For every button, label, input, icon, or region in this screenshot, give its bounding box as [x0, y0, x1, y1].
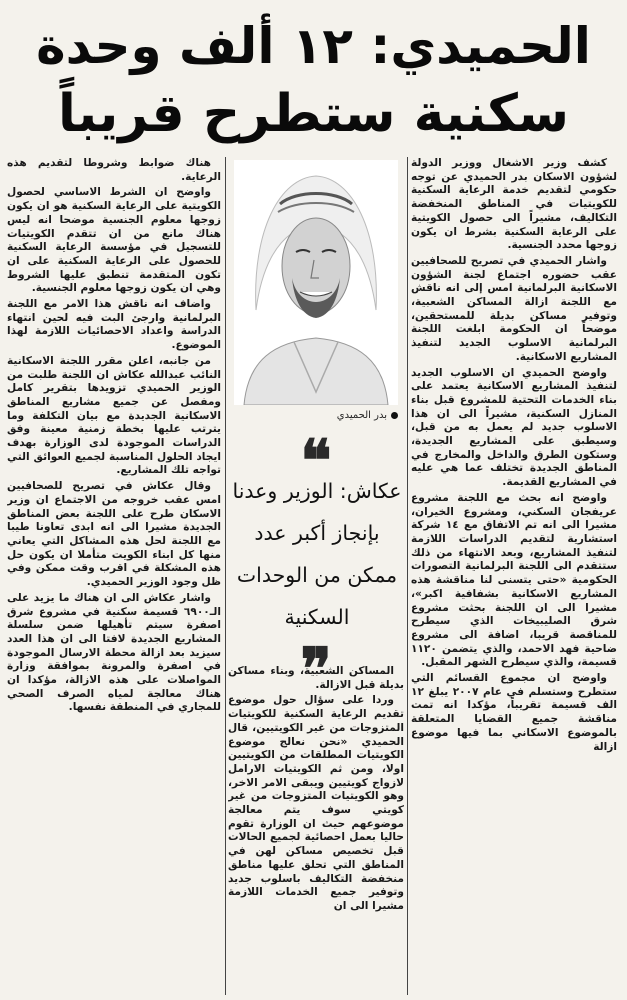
- headline-line-1: الحميدي: ١٢ ألف وحدة: [36, 17, 591, 75]
- headline-line-2: سكنية ستطرح قريباً: [57, 84, 570, 144]
- paragraph: واشار عكاش الى ان هناك ما يزيد على الـ٦٩٠٠ قسيمة سكنية في مشروع شرق اصفرة سيتم تأهيلها ضمن سلسلة المشاريع الجديدة لافتا الى ان هذا العدد سيزيد بعد ازالة محطة الارسال الموجودة في اصفرة والمرونة بموافقة وزارة المواصلات على هذه الازالة، مؤكدا ان هناك معالجة لمياه الصرف الصحي للمجاري في المنطقة نفسها.: [7, 591, 221, 714]
- paragraph: هناك ضوابط وشروطا لتقديم هذه الرعاية.: [7, 157, 221, 183]
- paragraph: واوضح الحميدي ان الاسلوب الجديد لتنفيذ المشاريع الاسكانية يعتمد على بناء الخدمات التحتية للمشروع قبل بناء المنازل السكنية، مشيراً الى ان هذا الاسلوب جديد لم يعمل به من قبل، وسيطبق على المشاريع الجديدة، وستكون الطرق والداخل والمخارج في المناطق الجديدة تختلف عما هي عليه في المشاريع القديمة.: [411, 366, 617, 489]
- quote-open-icon: ❝: [300, 427, 332, 495]
- pull-quote: عكاش: الوزير وعدنا بإنجاز أكبر عدد ممكن من الوحدات السكنية: [232, 479, 402, 629]
- paragraph: وردا على سؤال حول موضوع تقديم الرعاية السكنية للكويتيات المتزوجات من غير الكويتيين، قال الحميدي «نحن نعالج موضوع الكويتيات المطلقات من الكويتيين اولا، ومن ثم الكويتيات الارامل لازواج كويتيين ويبقى الامر الاخر، وهو الكويتيات المتزوجات من غير كويتي سوف يتم معالجة موضوعهم حيث ان الوزارة تقوم حاليا بعمل احصائية لجميع الحالات قبل تخصيص مساكن لهن في المناطق التي تحلق عليها مناطق منخفضة التكاليف باسلوب جديد وتوفير جميع الخدمات اللازمة مشيرا الى ان: [228, 694, 404, 912]
- paragraph: واضاف انه ناقش هذا الامر مع اللجنة البرلمانية وارجئ البت فيه لحين انتهاء الدراسة واعداد الاحصائيات اللازمة لهذا الموضوع.: [7, 298, 221, 352]
- portrait-illustration: [234, 160, 398, 405]
- article-column-right: [411, 157, 617, 997]
- caption-bullet-icon: [391, 412, 398, 419]
- paragraph: واوضح ان الشرط الاساسي لحصول الكويتية على الرعاية السكنية هو ان يكون زوجها معلوم الجنسية موضحا انه ليس هناك مانع من ان تتقدم الكويتيات للتسجيل في مؤسسة الرعاية السكنية للحصول على الرعاية السكنية على ان تكون المتقدمة تنطبق عليها الشروط وهي ان يكون زوجها معلوم الجنسية.: [7, 186, 221, 295]
- paragraph: من جانبه، اعلن مقرر اللجنة الاسكانية النائب عبدالله عكاش ان اللجنة طلبت من الوزير الحميدي تزويدها بتقرير كامل ومفصل عن جميع مشاريع المناطق الاسكانية الجديدة مع بيان التكلفة وما يترتب عليها بخطة زمنية معينة وفق الدراسات الموجودة لدى الوزارة بهدف ايجاد الحلول المناسبة لجميع العوائق التي تواجه تلك المشاريع.: [7, 354, 221, 477]
- paragraph: المساكن الشعبية، وبناء مساكن بديلة قبل الازالة.: [228, 665, 404, 691]
- column-rule-left: [225, 157, 226, 995]
- quote-close-icon: ❞: [300, 635, 332, 703]
- photo-caption: [234, 408, 398, 424]
- paragraph: واشار الحميدي في تصريح للصحافيين عقب حضوره اجتماع لجنة الشؤون الاسكانية البرلمانية امس إلى انه ناقش مع اللجنة ازالة المساكن الشعبية، وتوفير مساكن بديلة للمستحقين، موضحاً ان الحكومة ابلغت اللجنة البرلمانية الاسلوب الجديد لتنفيذ المشاريع الاسكانية.: [411, 254, 617, 363]
- article-column-middle: [228, 665, 404, 997]
- caption-text: بدر الحميدي: [336, 410, 387, 421]
- paragraph: واوضح ان مجموع القسائم التي ستطرح وستسلم في عام ٢٠٠٧ يبلغ ١٢ الف قسيمة تقريباً، مؤكدا انه تمت مناقشة جميع القضايا المتعلقة بالموضوع الاسكاني بما فيها موضوع ازالة: [411, 672, 617, 753]
- paragraph: واوضح انه بحث مع اللجنة مشروع عريفجان السكني، ومشروع الخيران، مشيرا الى انه تم الاتفاق مع ١٤ شركة استشارية لتقديم الدراسات اللازمة لتنفيذ المشاريع، وبعد الانتهاء من ذلك ستتقدم الى اللجنة البرلمانية التصورات الحكومية «حتى يتسنى لنا مناقشة هذه المشاريع الاسكانية بشفافية اكبر»، مشيرا الى ان اللجنة بحثت مشروع شرق الصليبيخات الذي سيطرح للمناقصة قريبا، اضافة الى مشروع ضاحية فهد الاحمد، والذي يتضمن ١١٢٠ قسيمة، والذي سيطرح الشهر المقبل.: [411, 491, 617, 669]
- paragraph: كشف وزير الاشغال ووزير الدولة لشؤون الاسكان بدر الحميدي عن توجه حكومي لتقديم خدمة الرعاية السكنية للكويتيات في المناطق المنخفضة التكاليف، مشيراً الى حصول الكويتية على الرعاية السكنية بشرط ان يكون زوجها محدد الجنسية.: [411, 157, 617, 252]
- article-column-left: [7, 157, 221, 997]
- column-rule-right: [407, 157, 408, 995]
- portrait-photo: [234, 160, 398, 405]
- paragraph: وقال عكاش في تصريح للصحافيين امس عقب خروجه من الاجتماع ان وزير الاسكان طرح على اللجنة بعض المناطق الجديدة مشيرا الى انه ابدى تعاونا طيبا مع اللجنة لحل هذه المشاكل التي يعاني منها كل ابناء الكويت متأملا ان يكون حل هذه المشكلة في اقرب وقت ممكن وفي ظل وجود الوزير الحميدي.: [7, 480, 221, 589]
